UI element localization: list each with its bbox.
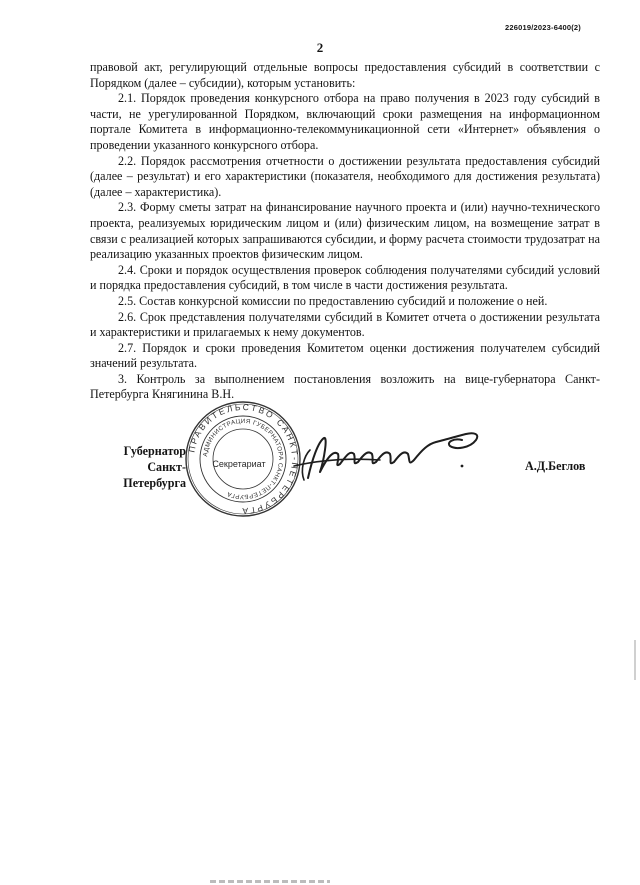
signatory-name: А.Д.Беглов [525, 459, 586, 473]
paragraph-2-2: 2.2. Порядок рассмотрения отчетности о достижении результата предоставления субсидий (далее – результат) и его характеристики (показателя, необходимого для достижения результата) (далее – характеристика). [90, 153, 600, 199]
seal-inner-text: АДМИНИСТРАЦИЯ ГУБЕРНАТОРА САНКТ-ПЕТЕРБУРГА [202, 417, 285, 501]
document-number: 226019/2023-6400(2) [505, 23, 581, 32]
paragraph-3: 3. Контроль за выполнением постановления возложить на вице-губернатора Санкт-Петербурга Княгинина В.Н. [90, 371, 600, 402]
seal-outer-text: ПРАВИТЕЛЬСТВО САНКТ-ПЕТЕРБУРГА [186, 401, 301, 517]
signatory-title [90, 443, 186, 491]
scan-edge-mark [634, 640, 636, 680]
signatory-title-line1: Губернатор [123, 444, 186, 458]
paragraph-2-7: 2.7. Порядок и сроки проведения Комитетом оценки достижения получателем субсидий значений результата. [90, 340, 600, 371]
paragraph-intro: правовой акт, регулирующий отдельные вопросы предоставления субсидий в соответствии с Порядком (далее – субсидии), которым установить: [90, 60, 600, 90]
document-body [90, 60, 600, 403]
paragraph-2-3: 2.3. Форму сметы затрат на финансирование научного проекта и (или) научно-технического проекта, реализуемых юридическим лицом и (или) физическим лицом, на возмещение затрат в связи с реализацией которых запрашиваются субсидии, и форму расчета стоимости трудозатрат на реализацию указанных проектов физическим лицом. [90, 200, 600, 262]
page-number: 2 [316, 40, 324, 55]
signatory-title-line2: Санкт-Петербурга [123, 460, 186, 490]
paragraph-2-5: 2.5. Состав конкурсной комиссии по предоставлению субсидий и положение о ней. [118, 293, 548, 308]
paragraph-2-1: 2.1. Порядок проведения конкурсного отбора на право получения в 2023 году субсидий в части, не урегулированной Порядком, включающий сроки размещения на информационном портале Комитета в информационно-телекоммуникационной сети «Интернет» объявления о проведении указанного конкурсного отбора. [90, 91, 600, 152]
paragraph-2-4: 2.4. Сроки и порядок осуществления проверок соблюдения получателями субсидий условий и порядка предоставления субсидий, в том числе в части достижения результата. [90, 262, 600, 293]
paragraph-2-6: 2.6. Срок представления получателями субсидий в Комитет отчета о достижении результата и характеристики и прилагаемых к нему документов. [90, 309, 600, 340]
handwritten-signature [290, 420, 500, 490]
scan-bottom-mark [210, 880, 330, 883]
seal-center-label: Секретариат [212, 459, 266, 469]
